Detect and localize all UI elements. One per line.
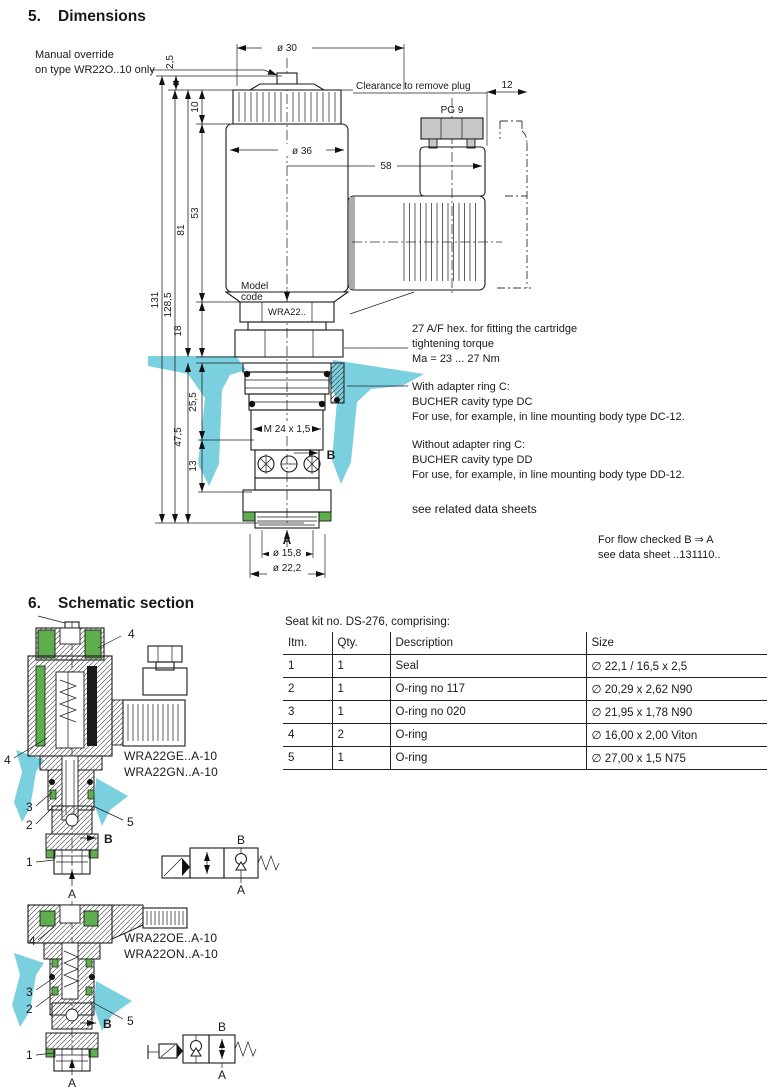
dim-d58: 58 [380, 161, 392, 172]
flow-checked-note: For flow checked B ⇒ A see data sheet ..131110.. [598, 534, 721, 561]
table-cell: 1 [332, 655, 390, 678]
clearance-label: Clearance to remove plug [356, 81, 471, 92]
manual-override-leader [150, 70, 277, 75]
spring-symbol [258, 856, 279, 870]
dim-d47-5: 47,5 [173, 427, 184, 447]
without-adapter-note: Without adapter ring C: BUCHER cavity type DD For use, for example, in line mounting body type DD-12. [412, 439, 685, 481]
o-ring-dot [244, 371, 250, 377]
dim-d36: ø 36 [291, 146, 313, 157]
table-cell: O-ring [390, 747, 586, 770]
section6-number: 6. [28, 595, 41, 612]
col-size: Size [586, 632, 767, 655]
seat-kit-title: Seat kit no. DS-276, comprising: [285, 616, 450, 628]
seat-kit-block [283, 616, 767, 770]
callout-5: 5 [127, 1014, 134, 1028]
table-cell: 4 [283, 724, 332, 747]
callout-4: 4 [29, 934, 36, 948]
flow-highlight [94, 778, 128, 826]
table-cell: 2 [283, 678, 332, 701]
table-cell: 5 [283, 747, 332, 770]
table-row [283, 747, 767, 770]
manual-override-pin [250, 73, 324, 90]
dim-d30: ø 30 [276, 43, 298, 54]
pg9-gland [421, 118, 483, 139]
symbol-port-b: B [218, 1020, 227, 1034]
table-cell: ∅ 27,00 x 1,5 N75 [586, 747, 767, 770]
pg9-label: PG 9 [440, 105, 464, 116]
green-seal [319, 512, 331, 521]
callout-5: 5 [127, 815, 134, 829]
callout-3: 3 [26, 985, 33, 999]
symbol-port-a: A [237, 883, 246, 897]
dim-thread: M 24 x 1,5 [263, 424, 311, 435]
dim-d12: 12 [501, 80, 513, 91]
fig2-port-b: B [103, 1017, 112, 1031]
fig2-connector-stub [143, 908, 187, 928]
dim-d13: 13 [188, 460, 199, 472]
table-cell: O-ring [390, 724, 586, 747]
solenoid-triangle [182, 858, 190, 876]
fig1-connector [112, 646, 187, 746]
hydraulic-symbol-1 [148, 832, 282, 896]
fig1-port-b: B [104, 832, 113, 846]
dim-d81: 81 [176, 224, 187, 236]
dim-d128-5: 128,5 [163, 292, 174, 318]
section6-title: Schematic section [58, 595, 195, 612]
table-cell: ∅ 22,1 / 16,5 x 2,5 [586, 655, 767, 678]
table-cell: 3 [283, 701, 332, 724]
connector-edge [349, 197, 355, 289]
model-code-value: WRA22.. [267, 307, 307, 318]
o-ring-dot [334, 397, 340, 403]
table-cell: ∅ 21,95 x 1,78 N90 [586, 701, 767, 724]
table-cell: O-ring no 020 [390, 701, 586, 724]
table-cell: Seal [390, 655, 586, 678]
green-o-ring [40, 911, 55, 926]
port-b-label: B [326, 448, 336, 462]
symbol-port-b: B [237, 833, 246, 847]
callout-2: 2 [26, 1002, 33, 1016]
clearance-phantom-outline [497, 121, 531, 288]
hydraulic-symbol-2 [140, 1016, 275, 1082]
dim-d53: 53 [190, 207, 201, 219]
table-cell: ∅ 16,00 x 2,00 Viton [586, 724, 767, 747]
table-cell: ∅ 20,29 x 2,62 N90 [586, 678, 767, 701]
dim-d2-5: 2,5 [165, 55, 176, 69]
fig1-model-labels: WRA22GE..A-10 WRA22GN..A-10 [124, 749, 218, 779]
dim-d18: 18 [173, 325, 184, 337]
green-o-ring [38, 630, 55, 658]
col-itm: Itm. [283, 632, 332, 655]
table-cell: 1 [332, 678, 390, 701]
fig1-port-a: A [68, 887, 77, 901]
fig1-flange [46, 834, 98, 850]
dim-d22-2: ø 22,2 [272, 563, 302, 574]
o-ring-dot [249, 401, 255, 407]
callout-2: 2 [26, 818, 33, 832]
section5-title: Dimensions [58, 8, 146, 25]
o-ring-dot [324, 371, 330, 377]
din-connector [348, 98, 502, 314]
callout-1: 1 [26, 1048, 33, 1062]
callout-3: 3 [26, 800, 33, 814]
table-cell: 2 [332, 724, 390, 747]
fig2-model-labels: WRA22OE..A-10 WRA22ON..A-10 [124, 931, 218, 961]
table-row [283, 678, 767, 701]
spring-symbol [235, 1042, 256, 1056]
callout-1: 1 [26, 855, 33, 869]
o-ring-dot [319, 401, 325, 407]
model-code-label-1: Model [241, 281, 269, 292]
dim-d25-5: 25,5 [188, 392, 199, 412]
table-cell: 1 [332, 701, 390, 724]
table-cell: 1 [283, 655, 332, 678]
solenoid-triangle [177, 1044, 183, 1058]
table-header-row [283, 632, 767, 655]
section5-number: 5. [28, 8, 41, 25]
dim-d10: 10 [190, 101, 201, 113]
col-description: Description [390, 632, 586, 655]
green-o-ring [84, 911, 98, 926]
with-adapter-note: With adapter ring C: BUCHER cavity type DC For use, for example, in line mounting body type DC-12. [412, 381, 685, 423]
model-code-label-2: code [241, 292, 263, 303]
callout-4: 4 [4, 753, 11, 767]
table-cell: O-ring no 117 [390, 678, 586, 701]
table-row [283, 701, 767, 724]
seat-kit-table [283, 632, 767, 770]
dim-d131: 131 [150, 291, 161, 309]
table-cell: 1 [332, 747, 390, 770]
symbol-port-a: A [218, 1068, 227, 1082]
table-row [283, 655, 767, 678]
col-qty: Qty. [332, 632, 390, 655]
hex-nut [235, 330, 343, 357]
table-row [283, 724, 767, 747]
related-data-sheets-note: see related data sheets [412, 502, 537, 516]
adapter-ring [243, 363, 344, 410]
fig2-port-a: A [68, 1076, 77, 1090]
port-a-label: A [282, 533, 292, 547]
hex-note: 27 A/F hex. for fitting the cartridge tightening torque Ma = 23 ... 27 Nm [412, 323, 578, 365]
dim-d15-8: ø 15,8 [272, 548, 302, 559]
adapter-ring-section [331, 363, 344, 403]
green-o-ring [85, 630, 101, 658]
callout-4: 4 [128, 627, 135, 641]
manual-override-note: Manual override on type WR22O..10 only [35, 49, 155, 76]
green-seal [243, 512, 255, 521]
fig2-flange [46, 1033, 98, 1049]
